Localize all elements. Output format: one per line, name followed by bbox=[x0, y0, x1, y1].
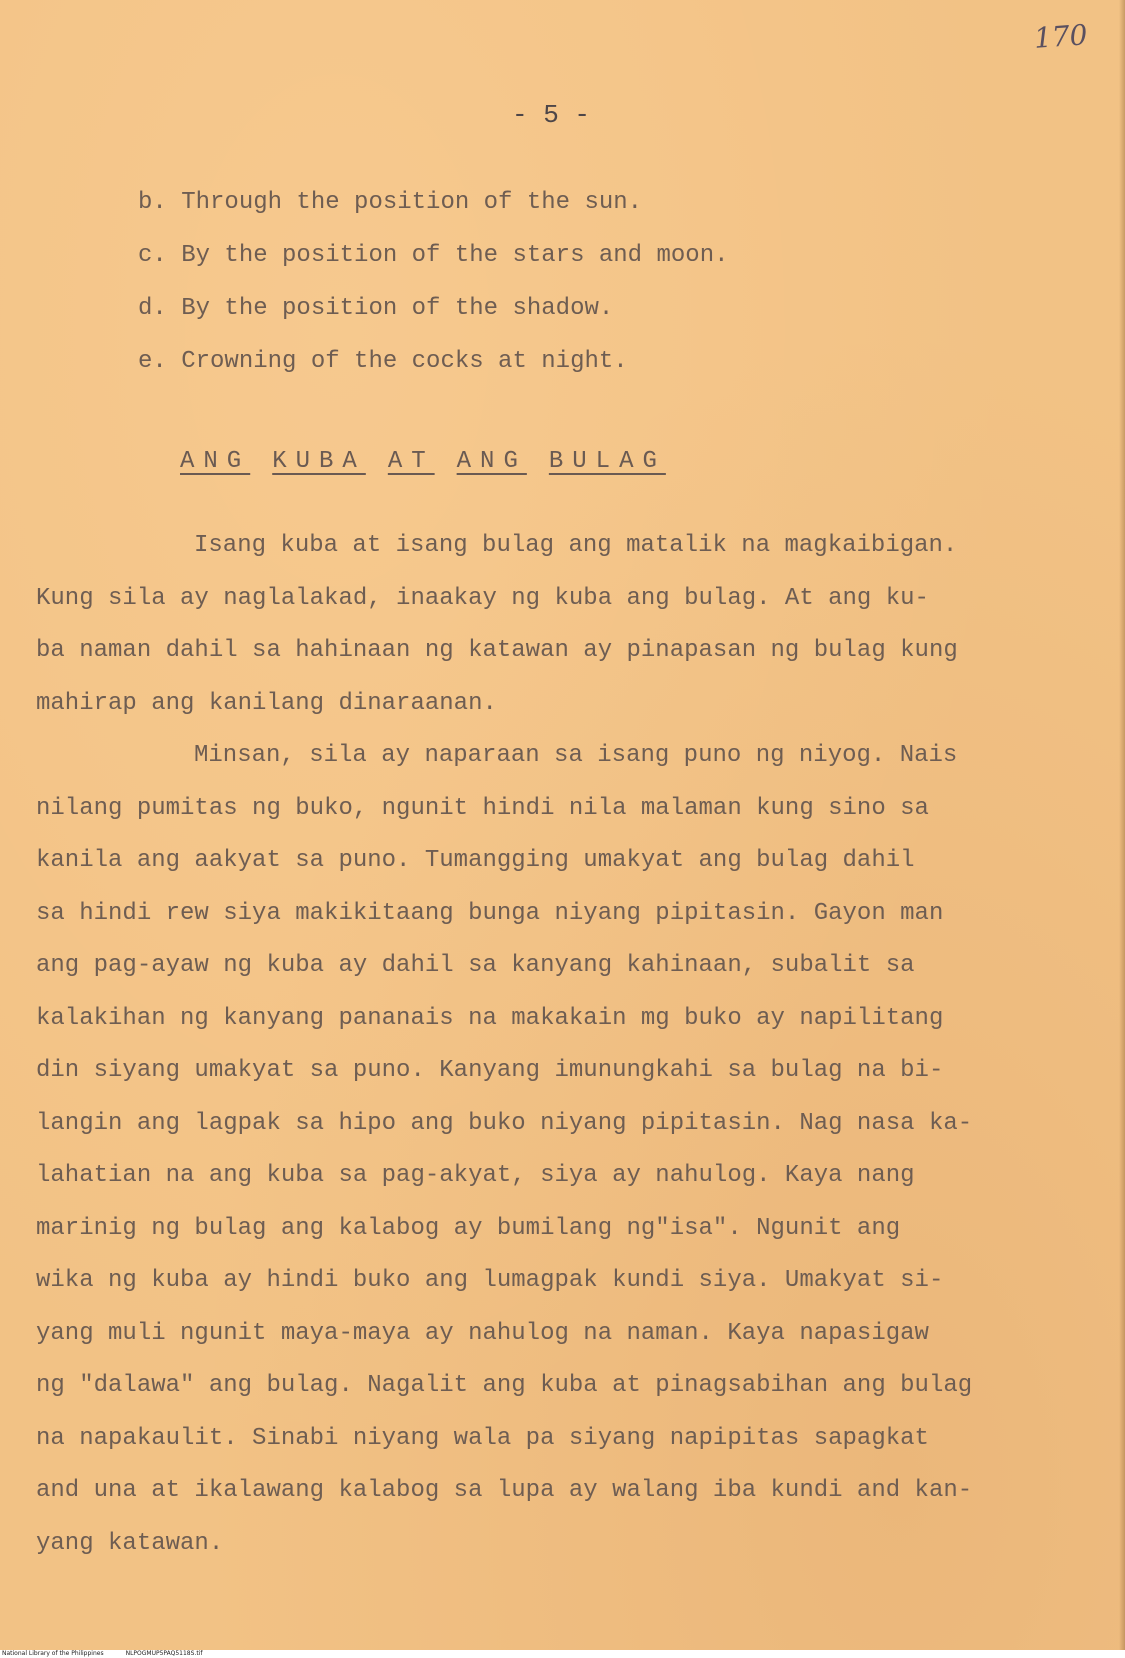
text-line: ang pag-ayaw ng kuba ay dahil sa kanyang kahinaan, subalit sa bbox=[36, 952, 915, 979]
text-line: kalakihan ng kanyang pananais na makakain mg buko ay napilitang bbox=[36, 1004, 944, 1032]
text-line: na napakaulit. Sinabi niyang wala pa siyang napipitas sapagkat bbox=[36, 1424, 929, 1452]
list-item: d. By the position of the shadow. bbox=[138, 295, 614, 322]
text-line: Minsan, sila ay naparaan sa isang puno ng niyog. Nais bbox=[194, 742, 958, 769]
text-line: lahatian na ang kuba sa pag-akyat, siya ay nahulog. Kaya nang bbox=[36, 1162, 915, 1189]
page-number: - 5 - bbox=[512, 100, 591, 130]
text-line: yang katawan. bbox=[36, 1529, 224, 1557]
paragraph-1 bbox=[36, 520, 1086, 730]
title-word: ANG bbox=[180, 448, 251, 475]
text-line: langin ang lagpak sa hipo ang buko niyang pipitasin. Nag nasa ka- bbox=[36, 1109, 973, 1137]
text-line: marinig ng bulag ang kalabog ay bumilang ng"isa". Ngunit ang bbox=[36, 1214, 901, 1242]
title-word: ANG bbox=[456, 448, 527, 475]
title-word: AT bbox=[387, 448, 435, 475]
text-line: wika ng kuba ay hindi buko ang lumagpak kundi siya. Umakyat si- bbox=[36, 1267, 944, 1294]
list-item: b. Through the position of the sun. bbox=[138, 189, 643, 216]
footer-filename: NLPOGMUP5PAQ5118S.tif bbox=[125, 1650, 203, 1657]
text-line: Kung sila ay naglalakad, inaakay ng kuba ang bulag. At ang ku- bbox=[36, 584, 929, 612]
text-line: ba naman dahil sa hahinaan ng katawan ay pinapasan ng bulag kung bbox=[36, 637, 958, 664]
text-line: din siyang umakyat sa puno. Kanyang imunungkahi sa bulag na bi- bbox=[36, 1057, 944, 1084]
text-line: sa hindi rew siya makikitaang bunga niyang pipitasin. Gayon man bbox=[36, 899, 944, 927]
story-title bbox=[180, 448, 688, 475]
text-line: nilang pumitas ng buko, ngunit hindi nila malaman kung sino sa bbox=[36, 794, 929, 822]
text-line: kanila ang aakyat sa puno. Tumangging umakyat ang bulag dahil bbox=[36, 847, 915, 874]
text-line: and una at ikalawang kalabog sa lupa ay walang iba kundi and kan- bbox=[36, 1477, 973, 1504]
scan-footer bbox=[0, 1650, 1125, 1658]
title-word: BULAG bbox=[548, 448, 666, 475]
text-line: Isang kuba at isang bulag ang matalik na magkaibigan. bbox=[194, 532, 958, 559]
list-item: e. Crowning of the cocks at night. bbox=[138, 348, 628, 375]
paragraph-2 bbox=[36, 730, 1086, 1570]
text-line: yang muli ngunit maya-maya ay nahulog na naman. Kaya napasigaw bbox=[36, 1319, 929, 1347]
text-line: mahirap ang kanilang dinaraanan. bbox=[36, 689, 497, 717]
title-word: KUBA bbox=[272, 448, 366, 475]
footer-library: National Library of the Philippines bbox=[2, 1650, 104, 1657]
page-edge-shadow bbox=[1119, 0, 1125, 1650]
handwritten-page-number: 170 bbox=[1032, 18, 1089, 55]
list bbox=[138, 183, 729, 395]
list-item: c. By the position of the stars and moon. bbox=[138, 242, 729, 269]
text-line: ng "dalawa" ang bulag. Nagalit ang kuba at pinagsabihan ang bulag bbox=[36, 1372, 973, 1399]
